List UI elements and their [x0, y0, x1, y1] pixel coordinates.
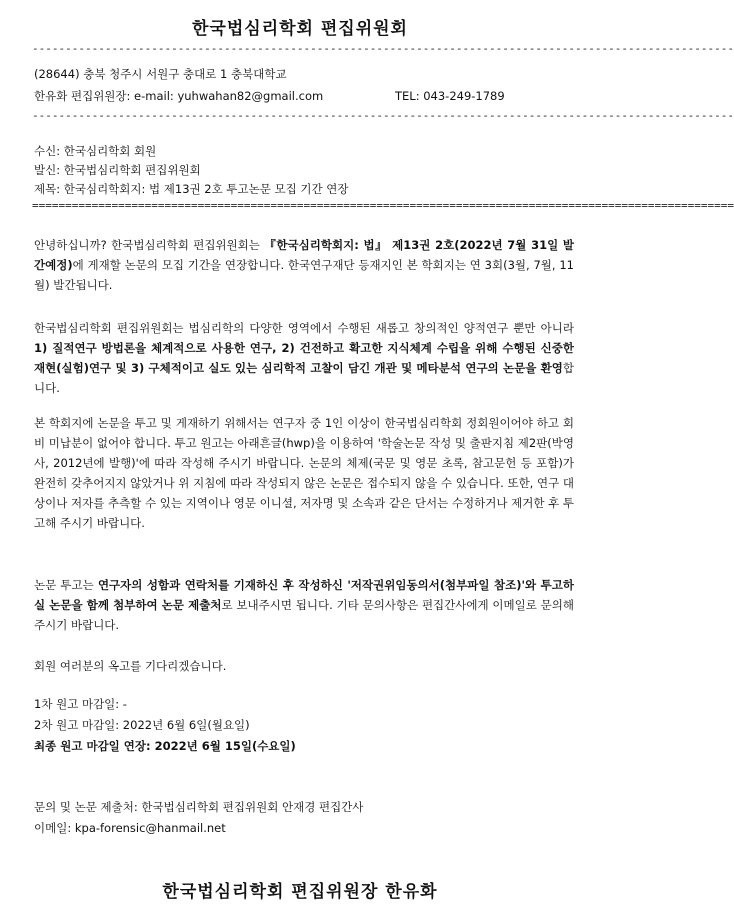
paragraph-method-text: 논문 투고는: [34, 578, 98, 592]
paragraph-closing: 회원 여러분의 옥고를 기다리겠습니다.: [34, 659, 227, 673]
contact-email: 이메일: kpa-forensic@hanmail.net: [34, 821, 226, 835]
paragraph-announcement-text-end: 에 게재할 논문의 모집 기간을 연장합니다. 한국연구재단 등재지인 본 학회지는 연 3회(3월, 7월, 11월) 발간됩니다.: [34, 258, 574, 292]
paragraph-scope-text-end: 합니다.: [34, 361, 574, 395]
paragraph-submission-method: [34, 575, 574, 635]
paragraph-scope-text: 한국법심리학회 편집위원회는 법심리학의 다양한 영역에서 수행된 새롭고 창의적인 양적연구 뿐만 아니라: [34, 321, 574, 335]
deadline-first: 1차 원고 마감일: -: [34, 697, 127, 711]
editor-contact-line: 한유화 편집위원장: e-mail: yuhwahan82@gmail.com: [34, 89, 324, 103]
editor-signature: 한국법심리학회 편집위원장 한유화: [162, 882, 438, 902]
memo-subject: 제목: 한국심리학회지: 법 제13권 2호 투고논문 모집 기간 연장: [34, 182, 349, 196]
telephone-number: TEL: 043-249-1789: [395, 89, 505, 103]
paragraph-announcement: [34, 235, 574, 295]
paragraph-announcement-text: 안녕하십니까? 한국법심리학회 편집위원회는: [34, 238, 265, 252]
memo-recipient: 수신: 한국심리학회 회원: [34, 144, 157, 158]
deadline-final-extended: 최종 원고 마감일 연장: 2022년 6월 15일(수요일): [34, 739, 296, 753]
deadline-second: 2차 원고 마감일: 2022년 6월 6일(월요일): [34, 718, 250, 732]
double-separator: ==========================================================================================================: [32, 199, 734, 212]
paragraph-method-text-end: 로 보내주시면 됩니다. 기타 문의사항은 편집간사에게 이메일로 문의해 주시기 바랍니다.: [34, 598, 575, 632]
research-types-highlight: 1) 질적연구 방법론을 체계적으로 사용한 연구, 2) 건전하고 확고한 지식체계 수립을 위해 수행된 신중한 재현(실험)연구 및 3) 구체적이고 실도 있는 심리학적 고찰이 담긴 개관 및 메타분석 연구의 논문을 환영: [34, 341, 574, 375]
dashed-separator-bottom: ----------------------------------------------------------------------------------------------------------: [32, 109, 734, 122]
address-line: (28644) 충북 청주시 서원구 충대로 1 충북대학교: [34, 67, 287, 81]
dashed-separator-top: ----------------------------------------------------------------------------------------------------------: [32, 42, 734, 55]
submission-contact: 문의 및 논문 제출처: 한국법심리학회 편집위원회 안재경 편집간사: [34, 800, 364, 814]
letterhead-title: 한국법심리학회 편집위원회: [192, 19, 408, 39]
paragraph-submission-guidelines: 본 학회지에 논문을 투고 및 게재하기 위해서는 연구자 중 1인 이상이 한국법심리학회 정회원이어야 하고 회비 미납분이 없어야 합니다. 투고 원고는 아래흔글(hwp)을 이용하여 '학술논문 작성 및 출판지침 제2판(박영사, 2012년에 발행)'에 따라 작성해 주시기 바랍니다. 논문의 체제(국문 및 영문 초록, 참고문헌 등 포함)가 완전히 갖추어지지 않았거나 위 지침에 따라 작성되지 않은 논문은 접수되지 않을 수 있습니다. 또한, 연구 대상이나 저자를 추측할 수 있는 지역이나 영문 이니셜, 저자명 및 소속과 같은 단서는 수정하거나 제거한 후 투고해 주시기 바랍니다.: [34, 416, 574, 530]
paragraph-scope: [34, 318, 574, 398]
memo-sender: 발신: 한국법심리학회 편집위원회: [34, 163, 201, 177]
submission-requirements-highlight: 연구자의 성함과 연락처를 기재하신 후 작성하신 '저작권위임동의서(첨부파일 참조)'와 투고하실 논문을 함께 첨부하여 논문 제출처: [34, 578, 574, 612]
journal-issue-highlight: 『한국심리학회지: 법』 제13권 2호(2022년 7월 31일 발간예정): [34, 238, 575, 272]
